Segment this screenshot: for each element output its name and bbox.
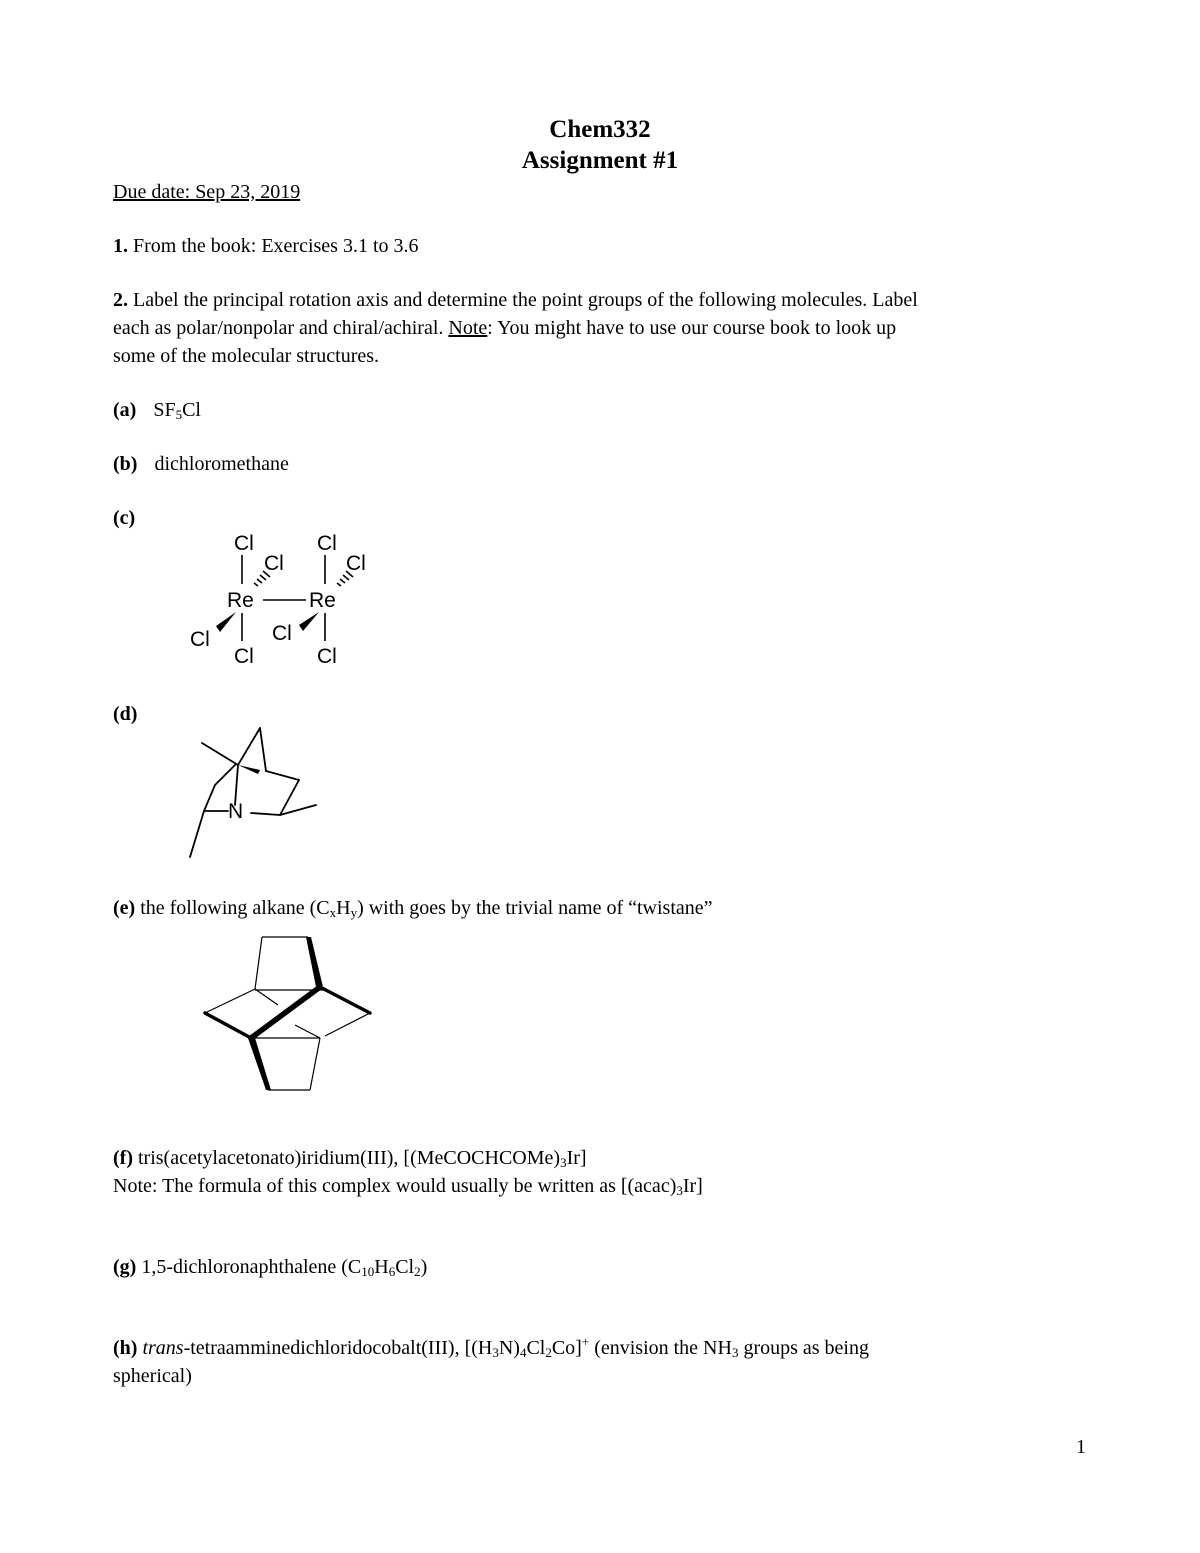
- item-a-label: (a): [113, 399, 137, 421]
- question-2-line-3: some of the molecular structures.: [113, 345, 380, 367]
- item-e-label: (e): [113, 897, 136, 919]
- question-2-number: 2.: [113, 289, 128, 311]
- atom-cl-5: Cl: [317, 532, 337, 555]
- due-date: Due date: Sep 23, 2019: [113, 181, 301, 203]
- atom-re-1: Re: [227, 589, 254, 612]
- item-b-label: (b): [113, 453, 138, 475]
- item-f-label: (f): [113, 1147, 133, 1169]
- atom-cl-3: Cl: [190, 628, 210, 651]
- item-f-note: Note: The formula of this complex would usually be written as $[(acac)_3Ir]$: [113, 1175, 703, 1198]
- atom-cl-6: Cl: [346, 552, 366, 575]
- item-f: [113, 1144, 587, 1172]
- atom-cl-1: Cl: [234, 532, 254, 555]
- twistane-structure: [195, 930, 380, 1095]
- question-2-line-1: [113, 286, 918, 314]
- atom-cl-2: Cl: [264, 552, 284, 575]
- item-c-label: (c): [113, 507, 136, 529]
- item-e: [113, 894, 713, 922]
- item-b-text: dichloromethane: [154, 453, 289, 475]
- question-2-text-2: each as polar/nonpolar and chiral/achiral.: [113, 317, 444, 339]
- item-d-label: (d): [113, 703, 138, 725]
- atom-n: N: [228, 800, 244, 823]
- item-g-label: (g): [113, 1256, 137, 1278]
- question-1-number: 1.: [113, 235, 128, 257]
- item-h: [113, 1334, 869, 1362]
- item-b: [113, 450, 289, 478]
- item-h-text: trans-tetraamminedichloridocobalt(III), $[(H_3N)_4Cl_2Co]^+$ (envision the $NH_3$ groups as being: [142, 1334, 869, 1360]
- item-e-text: the following alkane $(C_xH_y)$ with goes by the trivial name of “twistane”: [140, 897, 713, 920]
- item-f-text: tris(acetylacetonato)iridium(III), $[(MeCOCHCOMe)_3Ir]$: [137, 1147, 587, 1170]
- question-1-text: From the book: Exercises 3.1 to 3.6: [133, 235, 419, 257]
- item-a: [113, 396, 201, 424]
- atom-cl-7: Cl: [272, 622, 292, 645]
- quinuclidine-structure: [180, 725, 330, 860]
- assignment-title: Assignment #1: [521, 147, 679, 174]
- question-2-text-1: Label the principal rotation axis and determine the point groups of the following molecules. Label: [133, 289, 918, 311]
- item-g: [113, 1253, 427, 1281]
- page-number: 1: [1076, 1436, 1086, 1458]
- item-h-line-2: spherical): [113, 1365, 192, 1387]
- atom-re-2: Re: [309, 589, 336, 612]
- atom-cl-8: Cl: [317, 645, 337, 668]
- atom-cl-4: Cl: [234, 645, 254, 668]
- question-1: [113, 232, 419, 260]
- item-g-text: 1,5-dichloronaphthalene $(C_{10}H_6Cl_2)$: [141, 1256, 428, 1279]
- note-label: Note: [448, 317, 488, 339]
- re2cl8-structure: [180, 528, 380, 668]
- item-h-label: (h): [113, 1337, 138, 1359]
- question-2-line-2: [113, 314, 896, 342]
- question-2-text-3: : You might have to use our course book to look up: [487, 317, 897, 339]
- item-a-formula: $SF_5Cl$: [153, 399, 201, 422]
- course-title: Chem332: [549, 116, 651, 143]
